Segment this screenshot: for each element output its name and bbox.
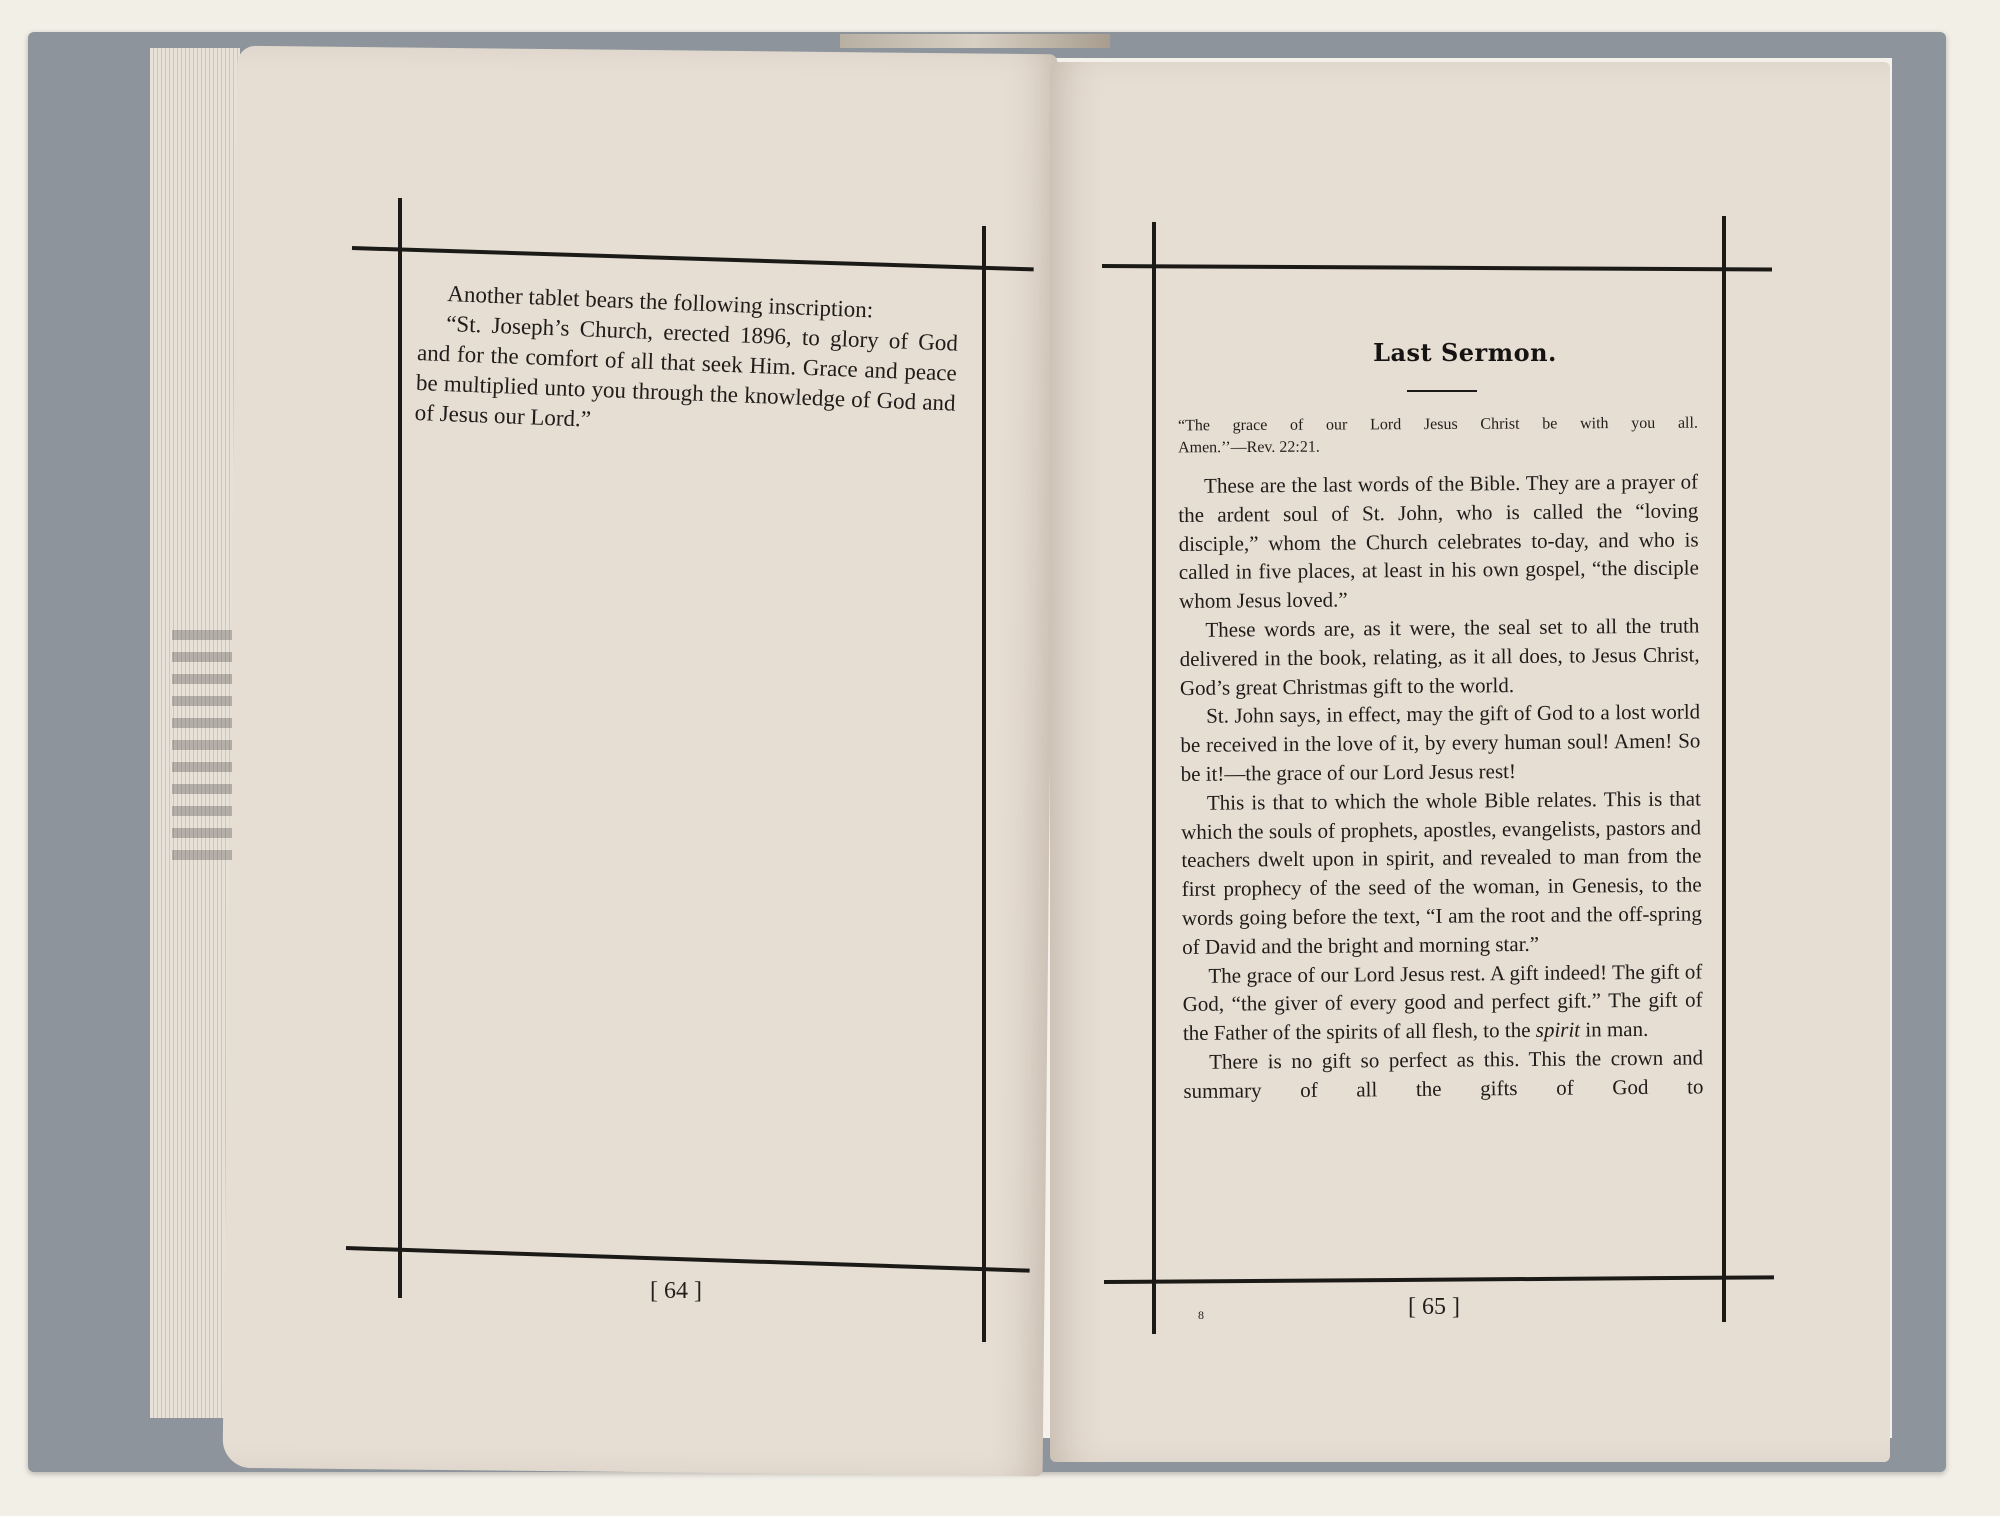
epigraph-line-1: “The grace of our Lord Jesus Christ be with you all. <box>1177 414 1698 435</box>
paragraph-text: The grace of our Lord Jesus rest. A gift indeed! The gift of God, “the giver of every good and perfect gift.” The gift of the Father of the spirits of all flesh, to the <box>1182 958 1703 1046</box>
sermon-paragraph-continued: There is no gift so perfect as this. This the crown and summary of all the gifts of God to <box>1183 1045 1704 1103</box>
sermon-paragraph: These words are, as it were, the seal set to all the truth delivered in the book, relating, as it all does, to Jesus Christ, God’s great Christmas gift to the world. <box>1179 613 1700 700</box>
epigraph <box>1178 413 1698 460</box>
left-page-inscription <box>414 278 959 449</box>
epigraph-line-2: Amen.’’—Rev. 22:21. <box>1178 438 1320 457</box>
right-frame-left-rule <box>1152 222 1156 1334</box>
spine-headband <box>840 34 1110 48</box>
inscription-quote: “St. Joseph’s Church, erected 1896, to glory of God and for the comfort of all that seek Him. Grace and peace be multiplied unto you through the knowledge of God and of Jesus our Lord.” <box>414 311 959 432</box>
left-page <box>223 46 1058 1477</box>
paragraph-text: in man. <box>1579 1017 1649 1042</box>
left-page-number: [ 64 ] <box>650 1278 702 1304</box>
left-frame-left-rule <box>398 198 402 1298</box>
sermon-paragraph: This is that to which the whole Bible relates. This is that which the souls of prophets, apostles, evangelists, pastors and teachers dwelt upon in spirit, and revealed to man from the first prophecy of the seed of the woman, in Genesis, to the words going before the text, “I am the root and the off-spring of David and the bright and morning star.” <box>1181 786 1702 959</box>
show-through-stamp <box>172 620 232 860</box>
right-frame-right-rule <box>1722 216 1726 1322</box>
right-page-number: [ 65 ] <box>1408 1294 1460 1320</box>
italic-word: spirit <box>1535 1017 1581 1043</box>
sermon-title: Last Sermon. <box>1373 338 1557 367</box>
inscription-intro: Another tablet bears the following inscription: <box>446 281 874 323</box>
sermon-paragraph: These are the last words of the Bible. They are a prayer of the ardent soul of St. John, who is called the “loving disciple,” whom the Church celebrates to-day, and who is called in five places, at least in his own gospel, “the disciple whom Jesus loved.” <box>1178 469 1699 614</box>
title-divider <box>1407 390 1477 392</box>
left-frame-right-rule <box>982 226 986 1342</box>
signature-mark: 8 <box>1198 1308 1204 1322</box>
sermon-body <box>1178 467 1704 1105</box>
sermon-paragraph: St. John says, in effect, may the gift of God to a lost world be received in the love of it, by every human soul! Amen! So be it!—the grace of our Lord Jesus rest! <box>1180 699 1701 786</box>
sermon-paragraph <box>1182 957 1703 1048</box>
